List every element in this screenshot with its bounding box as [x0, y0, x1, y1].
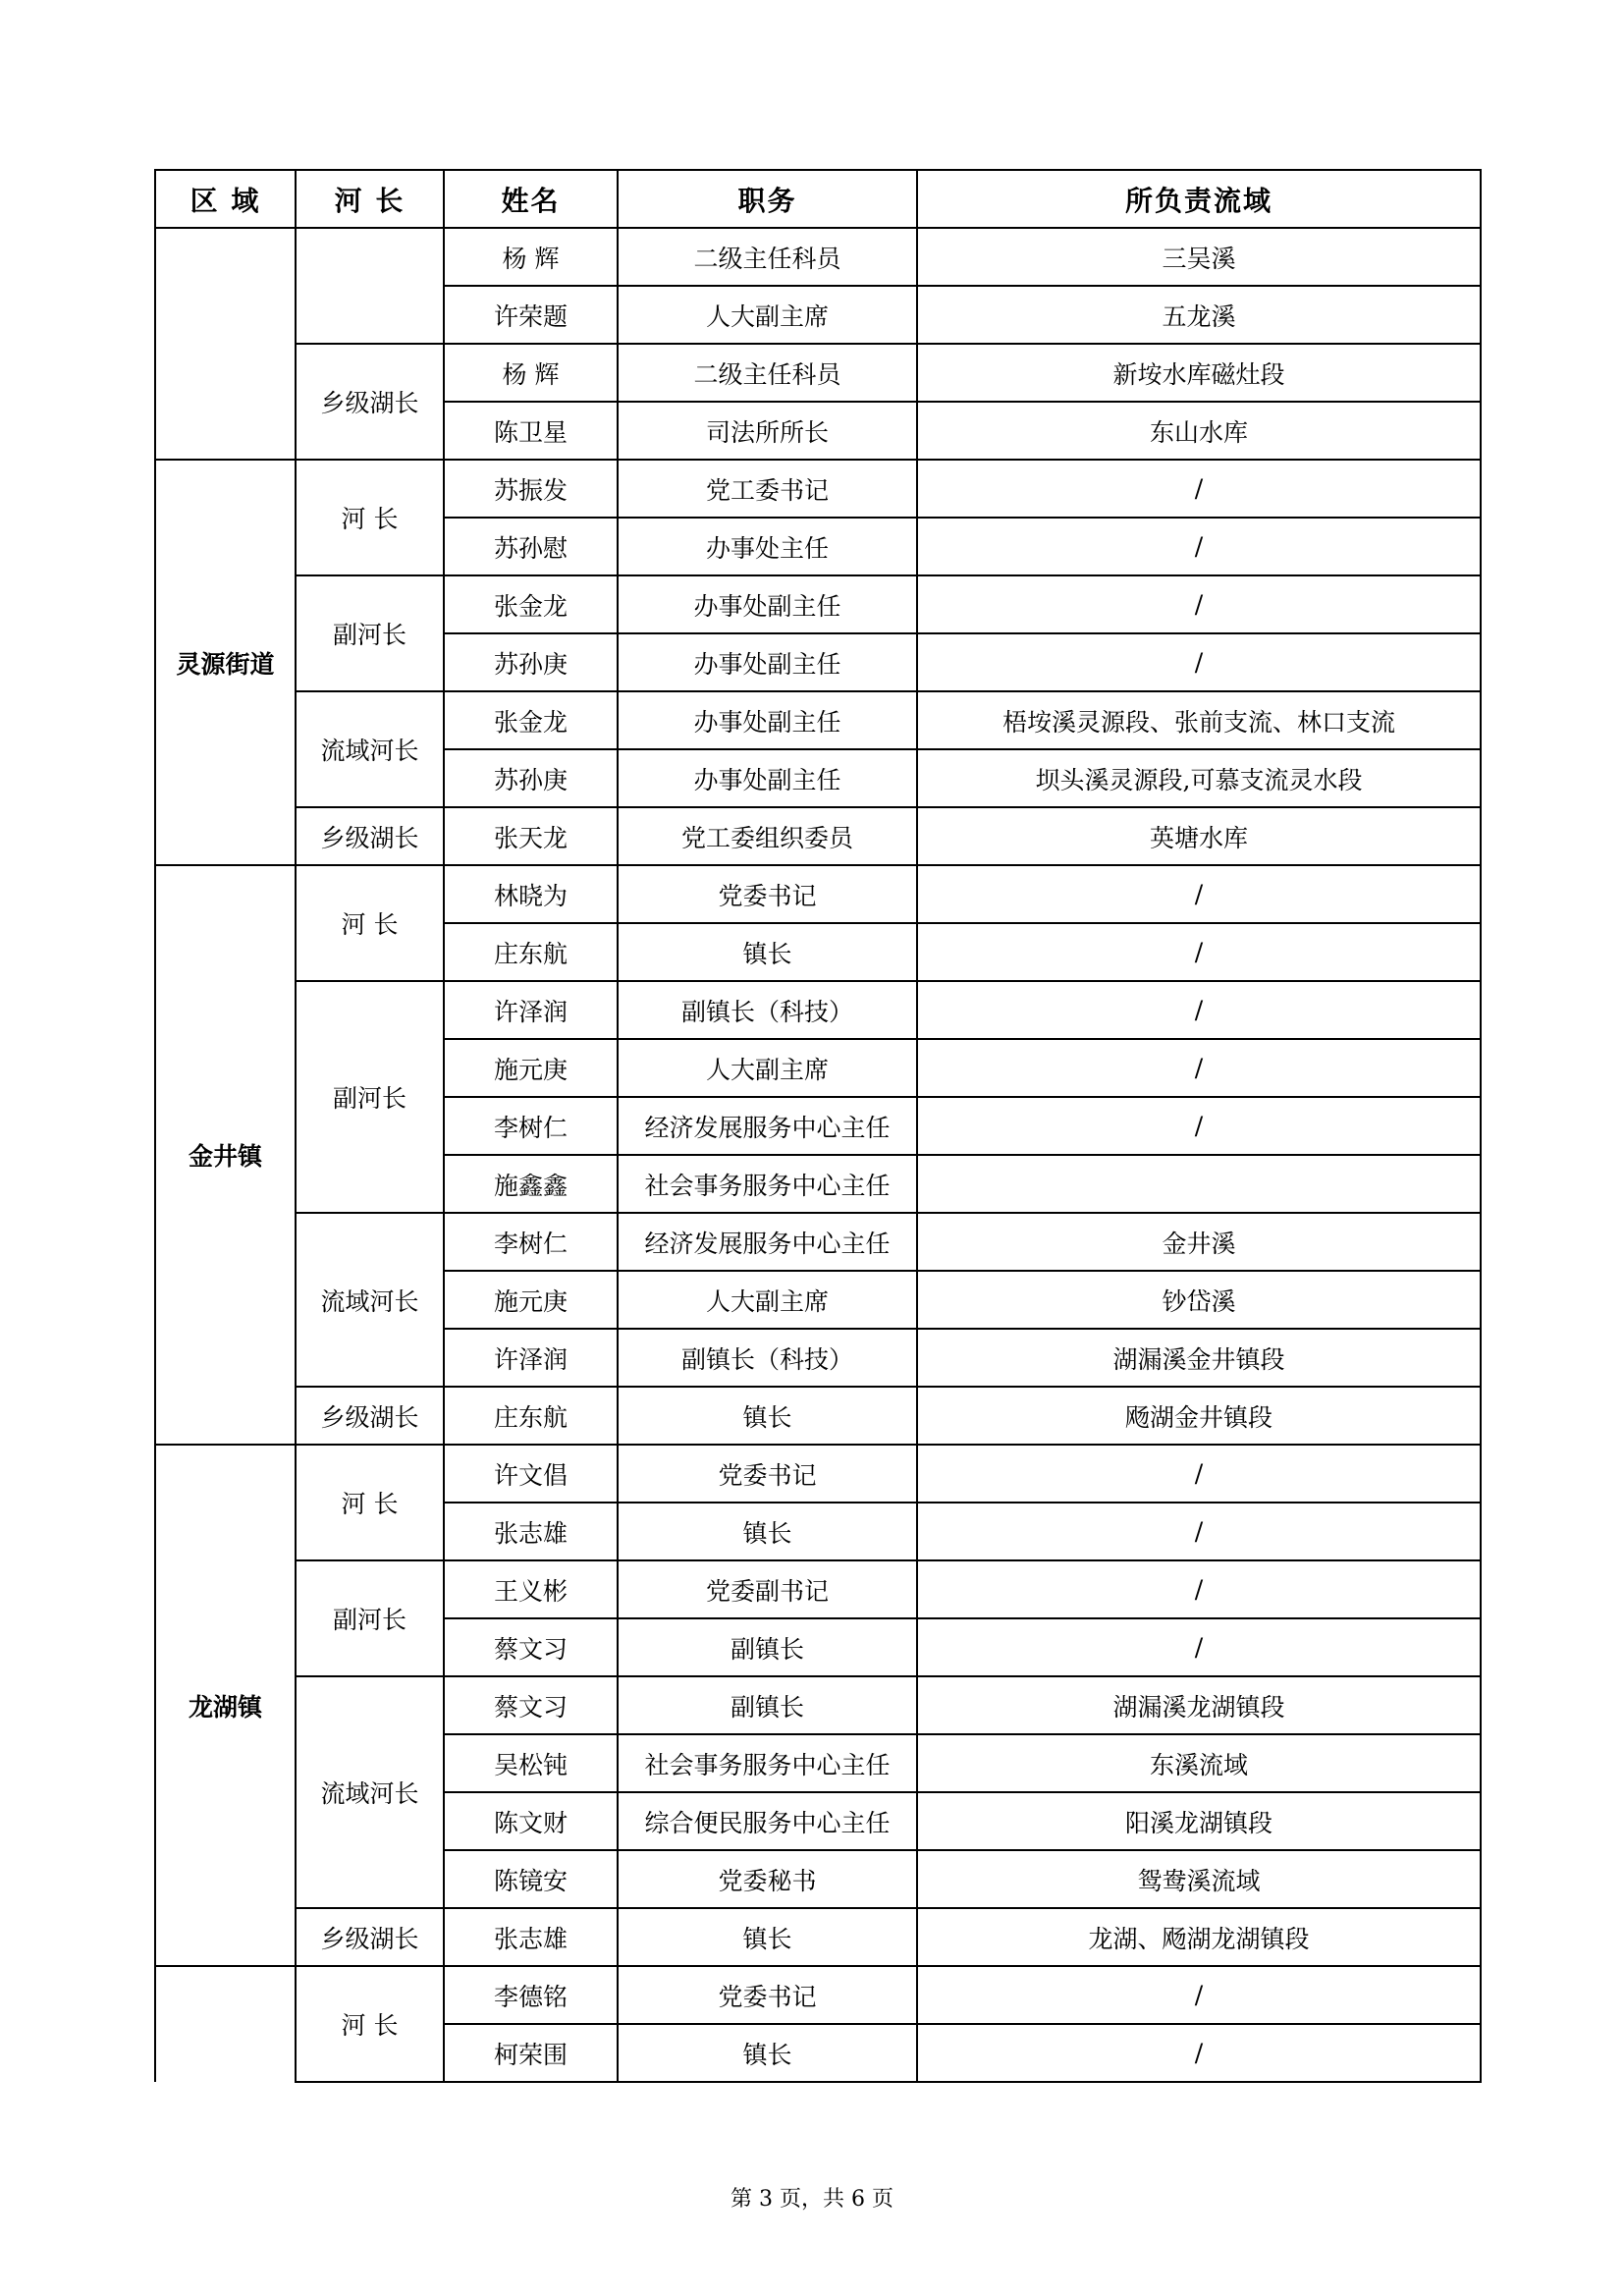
header-basin: 所负责流域 [917, 170, 1481, 228]
role-cell: 流域河长 [296, 1213, 444, 1387]
position-cell: 副镇长（科技） [618, 981, 917, 1039]
table-row [155, 981, 1481, 1039]
table-row [155, 344, 1481, 402]
basin-cell [917, 1155, 1481, 1213]
position-cell: 党委副书记 [618, 1560, 917, 1618]
position-cell: 镇长 [618, 2024, 917, 2082]
position-cell: 镇长 [618, 1908, 917, 1966]
basin-cell: 金井溪 [917, 1213, 1481, 1271]
name-cell: 吴松钝 [444, 1734, 618, 1792]
position-cell: 经济发展服务中心主任 [618, 1097, 917, 1155]
region-cell [155, 228, 296, 460]
name-cell: 苏孙慰 [444, 518, 618, 575]
basin-cell: / [917, 2024, 1481, 2082]
role-cell: 流域河长 [296, 691, 444, 807]
basin-cell: 阳溪龙湖镇段 [917, 1792, 1481, 1850]
position-cell: 办事处副主任 [618, 575, 917, 633]
name-cell: 陈文财 [444, 1792, 618, 1850]
role-cell [296, 228, 444, 344]
position-cell: 人大副主席 [618, 1271, 917, 1329]
position-cell: 司法所所长 [618, 402, 917, 460]
position-cell: 二级主任科员 [618, 228, 917, 286]
header-name: 姓名 [444, 170, 618, 228]
position-cell: 综合便民服务中心主任 [618, 1792, 917, 1850]
table-row [155, 865, 1481, 923]
header-region: 区 域 [155, 170, 296, 228]
region-cell: 灵源街道 [155, 460, 296, 865]
role-cell: 河 长 [296, 1445, 444, 1560]
position-cell: 镇长 [618, 1503, 917, 1560]
basin-cell: / [917, 1503, 1481, 1560]
header-position: 职务 [618, 170, 917, 228]
name-cell: 林晓为 [444, 865, 618, 923]
basin-cell: / [917, 460, 1481, 518]
name-cell: 张志雄 [444, 1503, 618, 1560]
name-cell: 王义彬 [444, 1560, 618, 1618]
name-cell: 张金龙 [444, 691, 618, 749]
position-cell: 副镇长 [618, 1618, 917, 1676]
basin-cell: 钞岱溪 [917, 1271, 1481, 1329]
basin-cell: / [917, 923, 1481, 981]
basin-cell: 湖漏溪龙湖镇段 [917, 1676, 1481, 1734]
basin-cell: / [917, 981, 1481, 1039]
basin-cell: / [917, 518, 1481, 575]
position-cell: 社会事务服务中心主任 [618, 1155, 917, 1213]
position-cell: 办事处副主任 [618, 749, 917, 807]
position-cell: 二级主任科员 [618, 344, 917, 402]
basin-cell: / [917, 1445, 1481, 1503]
basin-cell: / [917, 1097, 1481, 1155]
name-cell: 陈镜安 [444, 1850, 618, 1908]
role-cell: 乡级湖长 [296, 1908, 444, 1966]
name-cell: 许荣题 [444, 286, 618, 344]
basin-cell: / [917, 865, 1481, 923]
table-row [155, 1387, 1481, 1445]
position-cell: 办事处副主任 [618, 691, 917, 749]
header-role: 河 长 [296, 170, 444, 228]
page-number: 第 3 页，共 6 页 [731, 2187, 893, 2212]
position-cell: 经济发展服务中心主任 [618, 1213, 917, 1271]
role-cell: 副河长 [296, 575, 444, 691]
basin-cell: 东溪流域 [917, 1734, 1481, 1792]
position-cell: 办事处主任 [618, 518, 917, 575]
basin-cell: 新垵水库磁灶段 [917, 344, 1481, 402]
name-cell: 柯荣围 [444, 2024, 618, 2082]
position-cell: 党委书记 [618, 1445, 917, 1503]
table-row [155, 1908, 1481, 1966]
basin-cell: 梧垵溪灵源段、张前支流、林口支流 [917, 691, 1481, 749]
river-chief-table [154, 169, 1482, 2083]
name-cell: 张天龙 [444, 807, 618, 865]
role-cell: 流域河长 [296, 1676, 444, 1908]
name-cell: 庄东航 [444, 1387, 618, 1445]
position-cell: 党工委书记 [618, 460, 917, 518]
name-cell: 杨 辉 [444, 344, 618, 402]
table-body [155, 228, 1481, 2082]
basin-cell: 英塘水库 [917, 807, 1481, 865]
table-row [155, 228, 1481, 286]
name-cell: 李树仁 [444, 1097, 618, 1155]
name-cell: 施元庚 [444, 1271, 618, 1329]
role-cell: 副河长 [296, 1560, 444, 1676]
name-cell: 施元庚 [444, 1039, 618, 1097]
header-row [155, 170, 1481, 228]
position-cell: 党委书记 [618, 865, 917, 923]
basin-cell: / [917, 1618, 1481, 1676]
basin-cell: 龙湖、飏湖龙湖镇段 [917, 1908, 1481, 1966]
basin-cell: 坝头溪灵源段,可慕支流灵水段 [917, 749, 1481, 807]
position-cell: 副镇长 [618, 1676, 917, 1734]
name-cell: 陈卫星 [444, 402, 618, 460]
role-cell: 河 长 [296, 460, 444, 575]
basin-cell: 东山水库 [917, 402, 1481, 460]
name-cell: 蔡文习 [444, 1676, 618, 1734]
name-cell: 杨 辉 [444, 228, 618, 286]
table-row [155, 1676, 1481, 1734]
name-cell: 苏孙庚 [444, 749, 618, 807]
basin-cell: 湖漏溪金井镇段 [917, 1329, 1481, 1387]
basin-cell: / [917, 1039, 1481, 1097]
name-cell: 张志雄 [444, 1908, 618, 1966]
table-row [155, 460, 1481, 518]
name-cell: 庄东航 [444, 923, 618, 981]
role-cell: 乡级湖长 [296, 807, 444, 865]
name-cell: 苏振发 [444, 460, 618, 518]
basin-cell: / [917, 633, 1481, 691]
name-cell: 许泽润 [444, 981, 618, 1039]
basin-cell: / [917, 575, 1481, 633]
position-cell: 办事处副主任 [618, 633, 917, 691]
table-row [155, 1445, 1481, 1503]
name-cell: 许泽润 [444, 1329, 618, 1387]
name-cell: 李树仁 [444, 1213, 618, 1271]
role-cell: 乡级湖长 [296, 344, 444, 460]
region-cell: 龙湖镇 [155, 1445, 296, 1966]
position-cell: 党委书记 [618, 1966, 917, 2024]
position-cell: 副镇长（科技） [618, 1329, 917, 1387]
name-cell: 张金龙 [444, 575, 618, 633]
position-cell: 镇长 [618, 1387, 917, 1445]
basin-cell: 鸳鸯溪流域 [917, 1850, 1481, 1908]
table-row [155, 575, 1481, 633]
table-row [155, 1213, 1481, 1271]
table-row [155, 807, 1481, 865]
position-cell: 镇长 [618, 923, 917, 981]
basin-cell: / [917, 1560, 1481, 1618]
name-cell: 施鑫鑫 [444, 1155, 618, 1213]
region-cell: 金井镇 [155, 865, 296, 1445]
name-cell: 蔡文习 [444, 1618, 618, 1676]
basin-cell: 飏湖金井镇段 [917, 1387, 1481, 1445]
basin-cell: 三吴溪 [917, 228, 1481, 286]
role-cell: 乡级湖长 [296, 1387, 444, 1445]
position-cell: 人大副主席 [618, 286, 917, 344]
name-cell: 李德铭 [444, 1966, 618, 2024]
table-row [155, 1560, 1481, 1618]
position-cell: 人大副主席 [618, 1039, 917, 1097]
table-row [155, 691, 1481, 749]
position-cell: 党委秘书 [618, 1850, 917, 1908]
role-cell: 河 长 [296, 1966, 444, 2082]
basin-cell: / [917, 1966, 1481, 2024]
position-cell: 党工委组织委员 [618, 807, 917, 865]
role-cell: 副河长 [296, 981, 444, 1213]
position-cell: 社会事务服务中心主任 [618, 1734, 917, 1792]
basin-cell: 五龙溪 [917, 286, 1481, 344]
table-row [155, 1966, 1481, 2024]
name-cell: 苏孙庚 [444, 633, 618, 691]
region-cell [155, 1966, 296, 2082]
role-cell: 河 长 [296, 865, 444, 981]
name-cell: 许文倡 [444, 1445, 618, 1503]
